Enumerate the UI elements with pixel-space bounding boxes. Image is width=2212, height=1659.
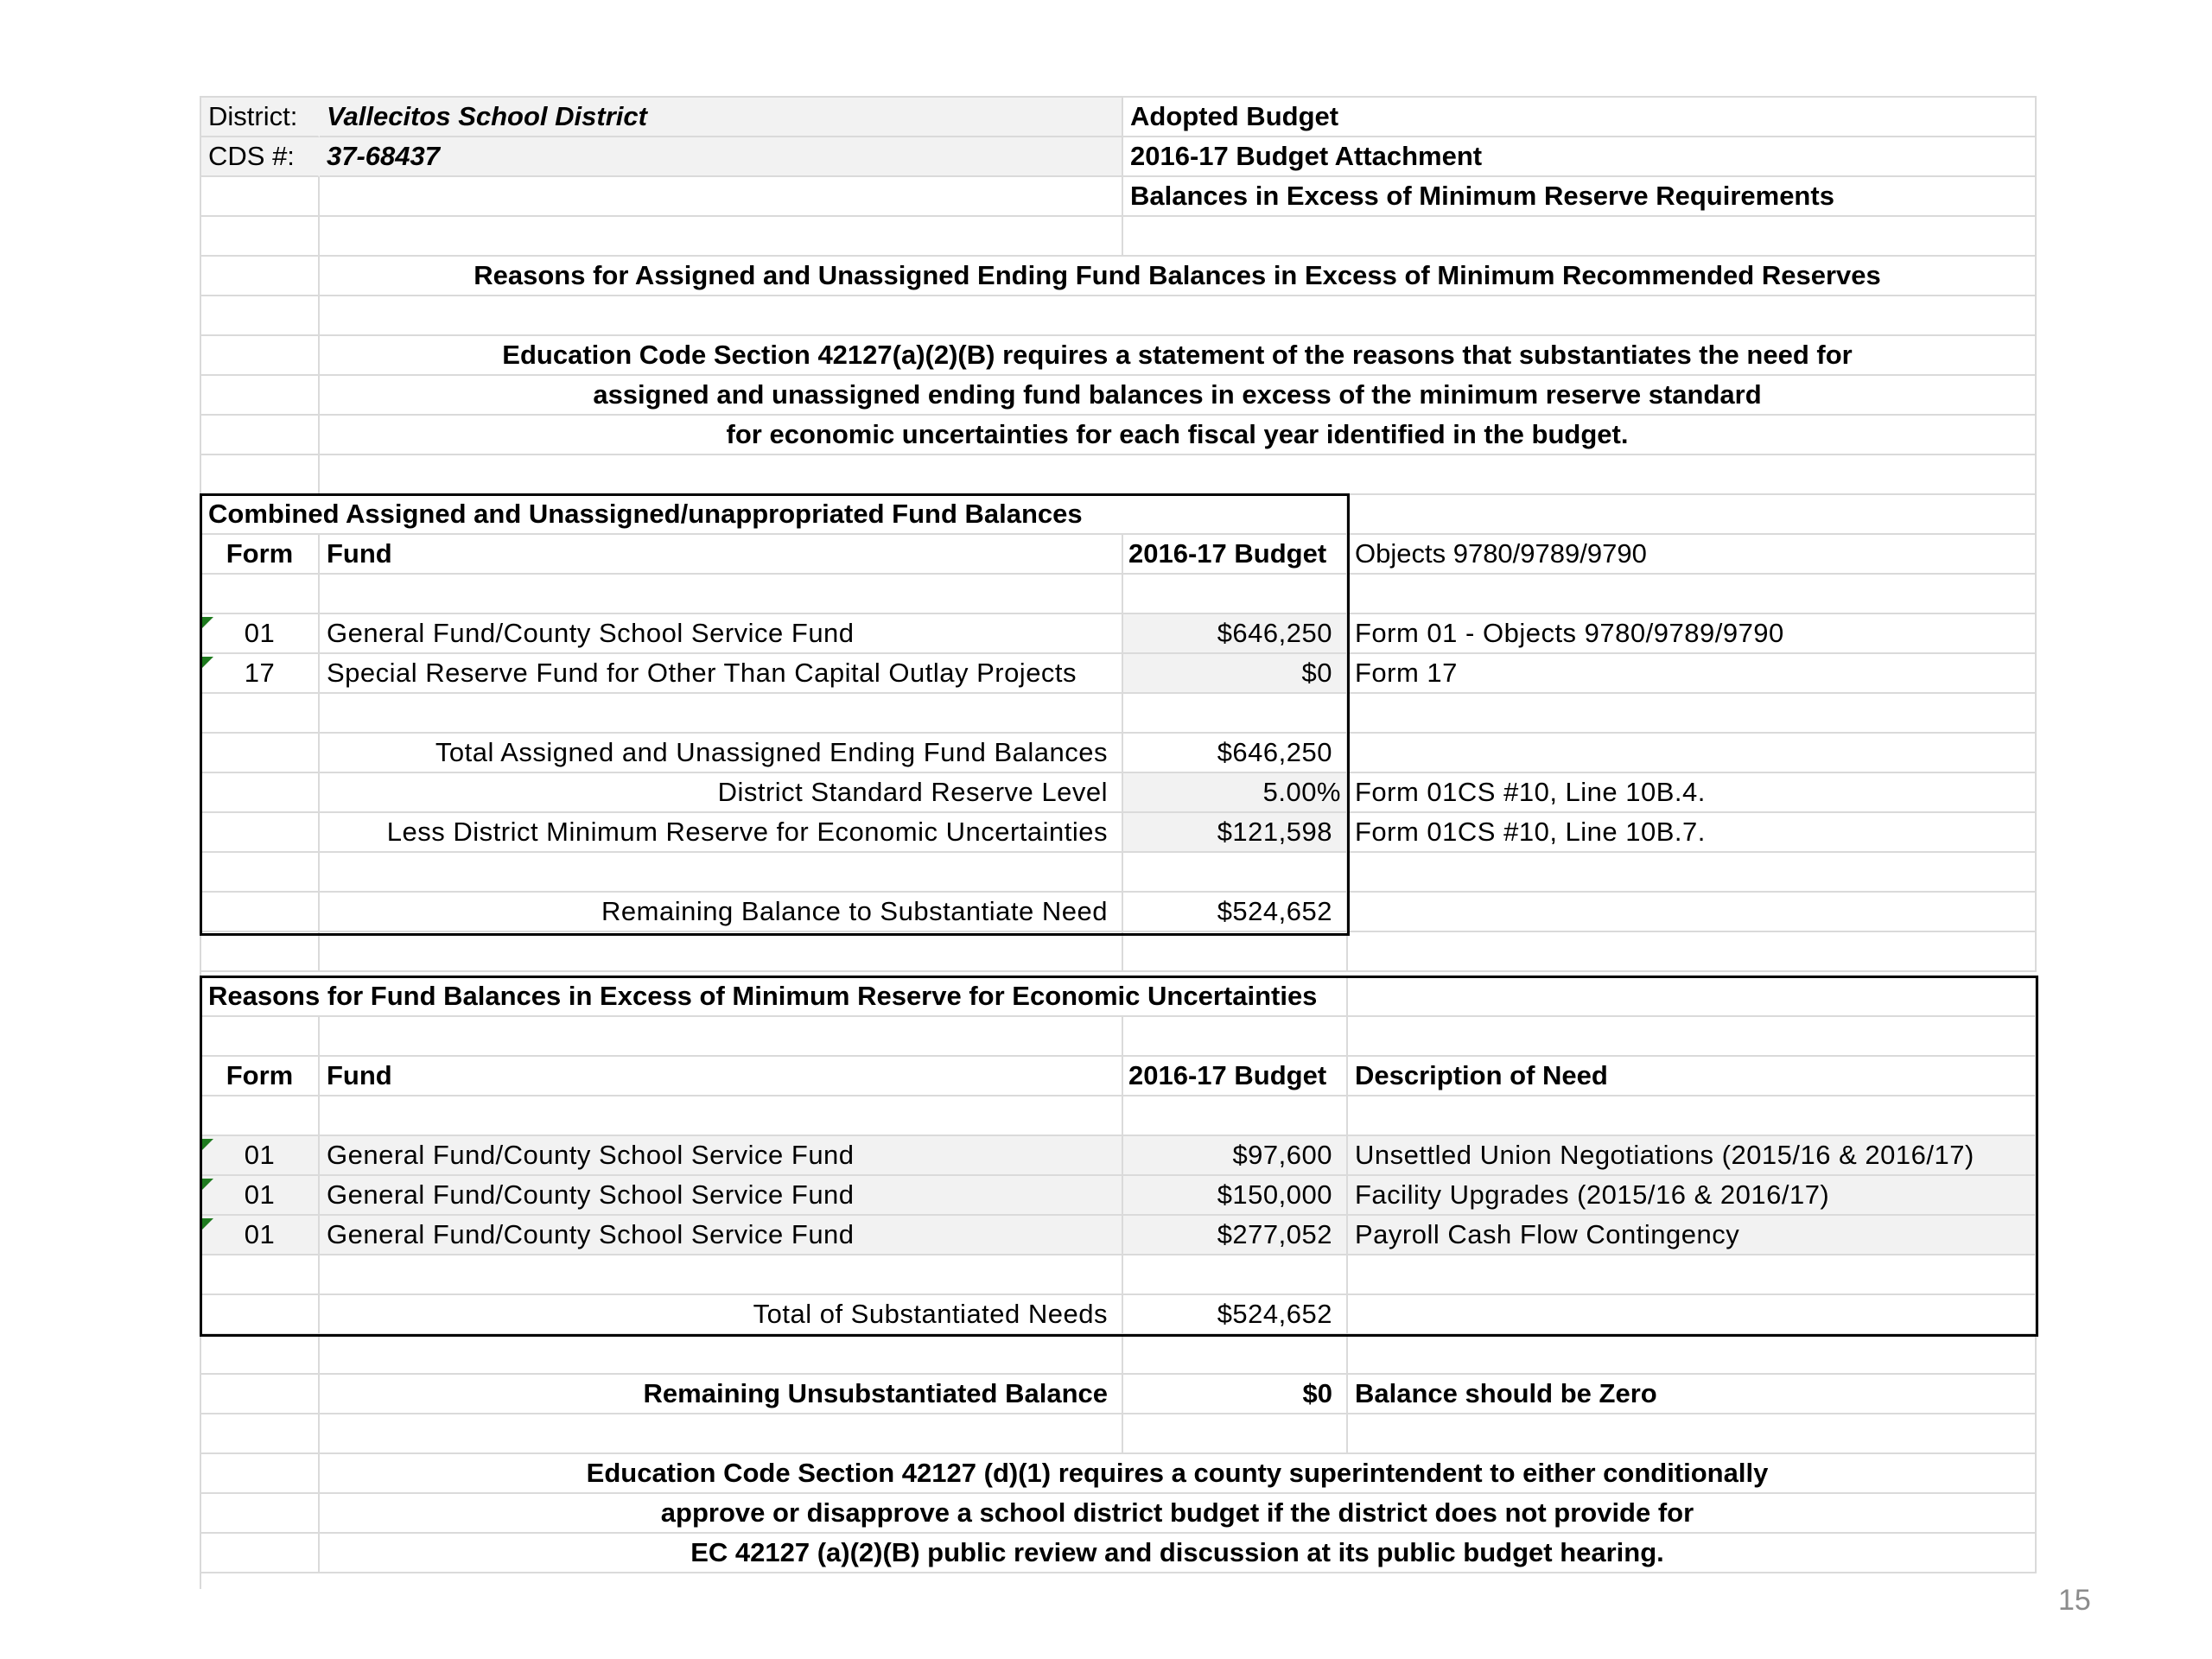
empty-cell (320, 1335, 1123, 1375)
empty-cell (1348, 734, 2037, 773)
district-name: Vallecitos School District (320, 98, 1123, 137)
unsubstantiated-label: Remaining Unsubstantiated Balance (320, 1375, 1123, 1414)
empty-cell (1123, 694, 1348, 734)
empty-cell (201, 1414, 320, 1454)
form-number: 01 (201, 1136, 320, 1176)
column-header-form: Form (201, 535, 320, 575)
footer-statement-line: Education Code Section 42127 (d)(1) requires a county superintendent to either conditionally (320, 1454, 2037, 1494)
spacer-row (201, 296, 2037, 336)
unsubstantiated-row (201, 1375, 2037, 1414)
spacer-row (201, 932, 2037, 972)
empty-cell (320, 455, 2037, 495)
empty-cell (201, 773, 320, 813)
form-number: 01 (201, 1176, 320, 1216)
empty-cell (320, 853, 1123, 893)
header-row-1 (201, 98, 2037, 137)
unsubstantiated-value: $0 (1123, 1375, 1348, 1414)
remaining-balance-row (201, 893, 2037, 932)
fund-name: General Fund/County School Service Fund (320, 1216, 1123, 1255)
empty-cell (320, 296, 2037, 336)
standard-reserve-label: District Standard Reserve Level (320, 773, 1123, 813)
empty-cell (201, 1375, 320, 1414)
district-label: District: (201, 98, 320, 137)
empty-cell (320, 1414, 1123, 1454)
statement-row (201, 376, 2037, 416)
empty-cell (1348, 932, 2037, 972)
empty-cell (201, 177, 320, 217)
empty-cell (1123, 1414, 1348, 1454)
substantiated-total-value: $524,652 (1123, 1295, 1348, 1335)
empty-cell (1348, 853, 2037, 893)
fund-name: General Fund/County School Service Fund (320, 614, 1123, 654)
footer-statement-row (201, 1494, 2037, 1534)
column-header-fund: Fund (320, 535, 1123, 575)
budget-attachment-label: 2016-17 Budget Attachment (1123, 137, 2037, 177)
empty-cell (1123, 1096, 1348, 1136)
minimum-reserve-row (201, 813, 2037, 853)
empty-cell (201, 1494, 320, 1534)
form-number: 17 (201, 654, 320, 694)
substantiated-total-row (201, 1295, 2037, 1335)
empty-cell (320, 575, 1123, 614)
empty-cell (1348, 977, 2037, 1017)
statement-line: assigned and unassigned ending fund balances in excess of the minimum reserve standard (320, 376, 2037, 416)
standard-reserve-value: 5.00% (1123, 773, 1348, 813)
statement-line: Education Code Section 42127(a)(2)(B) requires a statement of the reasons that substantiates the need for (320, 336, 2037, 376)
table-row (201, 1216, 2037, 1255)
empty-cell (201, 813, 320, 853)
empty-cell (1348, 1414, 2037, 1454)
empty-cell (320, 1017, 1123, 1057)
empty-cell (1123, 217, 2037, 257)
empty-cell (320, 217, 1123, 257)
empty-cell (201, 853, 320, 893)
minimum-reserve-value: $121,598 (1123, 813, 1348, 853)
empty-cell (201, 1096, 320, 1136)
remaining-balance-value: $524,652 (1123, 893, 1348, 932)
empty-cell (201, 296, 320, 336)
empty-cell (320, 932, 1123, 972)
empty-cell (1348, 575, 2037, 614)
column-header-budget: 2016-17 Budget (1123, 1057, 1348, 1096)
need-description: Unsettled Union Negotiations (2015/16 & 2016/17) (1348, 1136, 2037, 1176)
budget-value: $646,250 (1123, 614, 1348, 654)
column-header-objects: Objects 9780/9789/9790 (1348, 535, 2037, 575)
empty-cell (320, 1096, 1123, 1136)
footer-statement-row (201, 1454, 2037, 1494)
total-label: Total Assigned and Unassigned Ending Fund Balances (320, 734, 1123, 773)
spacer-row (201, 455, 2037, 495)
empty-cell (201, 734, 320, 773)
cell-indicator-icon (201, 657, 213, 669)
empty-cell (1123, 932, 1348, 972)
header-row-3 (201, 177, 2037, 217)
footer-statement-line: EC 42127 (a)(2)(B) public review and discussion at its public budget hearing. (320, 1534, 2037, 1573)
empty-cell (1348, 1017, 2037, 1057)
empty-cell (320, 1255, 1123, 1295)
fund-name: Special Reserve Fund for Other Than Capital Outlay Projects (320, 654, 1123, 694)
remaining-balance-label: Remaining Balance to Substantiate Need (320, 893, 1123, 932)
column-header-fund: Fund (320, 1057, 1123, 1096)
cell-indicator-icon (201, 1179, 213, 1191)
budget-value: $0 (1123, 654, 1348, 694)
empty-cell (1123, 853, 1348, 893)
empty-cell (201, 694, 320, 734)
cds-number: 37-68437 (320, 137, 1123, 177)
cell-indicator-icon (201, 1218, 213, 1230)
standard-reserve-note: Form 01CS #10, Line 10B.4. (1348, 773, 2037, 813)
substantiated-total-label: Total of Substantiated Needs (320, 1295, 1123, 1335)
balances-excess-label: Balances in Excess of Minimum Reserve Requirements (1123, 177, 2037, 217)
spacer-row (201, 1335, 2037, 1375)
form-number: 01 (201, 1216, 320, 1255)
combined-heading: Combined Assigned and Unassigned/unappropriated Fund Balances (201, 495, 1348, 535)
empty-cell (1348, 1255, 2037, 1295)
total-row (201, 734, 2037, 773)
minimum-reserve-label: Less District Minimum Reserve for Economic Uncertainties (320, 813, 1123, 853)
unsubstantiated-note: Balance should be Zero (1348, 1375, 2037, 1414)
empty-cell (1348, 694, 2037, 734)
empty-cell (201, 1017, 320, 1057)
need-description: Payroll Cash Flow Contingency (1348, 1216, 2037, 1255)
header-row-2 (201, 137, 2037, 177)
form-number: 01 (201, 614, 320, 654)
empty-cell (1123, 1255, 1348, 1295)
empty-cell (1123, 575, 1348, 614)
spacer-row (201, 217, 2037, 257)
table-row (201, 614, 2037, 654)
empty-cell (201, 1454, 320, 1494)
empty-cell (201, 455, 320, 495)
spacer-row (201, 1255, 2037, 1295)
reasons-heading-row (201, 977, 2037, 1017)
empty-cell (320, 177, 1123, 217)
footer-statement-line: approve or disapprove a school district budget if the district does not provide for (320, 1494, 2037, 1534)
fund-name: General Fund/County School Service Fund (320, 1136, 1123, 1176)
combined-heading-row (201, 495, 2037, 535)
table-row (201, 1136, 2037, 1176)
empty-cell (320, 694, 1123, 734)
empty-cell (1348, 495, 2037, 535)
statement-row (201, 336, 2037, 376)
empty-cell (201, 416, 320, 455)
empty-cell (1348, 1335, 2037, 1375)
empty-cell (1123, 1017, 1348, 1057)
empty-cell (201, 376, 320, 416)
source-note: Form 17 (1348, 654, 2037, 694)
fund-name: General Fund/County School Service Fund (320, 1176, 1123, 1216)
empty-cell (201, 1335, 320, 1375)
empty-cell (1123, 1335, 1348, 1375)
source-note: Form 01 - Objects 9780/9789/9790 (1348, 614, 2037, 654)
empty-cell (1348, 893, 2037, 932)
budget-attachment-sheet (200, 96, 2037, 1589)
page-number: 15 (2058, 1584, 2091, 1617)
page-title: Reasons for Assigned and Unassigned Ending Fund Balances in Excess of Minimum Recommended Reserves (320, 257, 2037, 296)
reasons-heading: Reasons for Fund Balances in Excess of Minimum Reserve for Economic Uncertainties (201, 977, 1348, 1017)
title-row (201, 257, 2037, 296)
empty-cell (201, 932, 320, 972)
budget-value: $97,600 (1123, 1136, 1348, 1176)
cds-label: CDS #: (201, 137, 320, 177)
cell-indicator-icon (201, 617, 213, 629)
spacer-row (201, 853, 2037, 893)
statement-line: for economic uncertainties for each fiscal year identified in the budget. (320, 416, 2037, 455)
empty-cell (201, 1534, 320, 1573)
empty-cell (201, 893, 320, 932)
empty-cell (201, 217, 320, 257)
standard-reserve-row (201, 773, 2037, 813)
adopted-budget-label: Adopted Budget (1123, 98, 2037, 137)
need-description: Facility Upgrades (2015/16 & 2016/17) (1348, 1176, 2037, 1216)
budget-value: $150,000 (1123, 1176, 1348, 1216)
reasons-column-headers (201, 1057, 2037, 1096)
column-header-description: Description of Need (1348, 1057, 2037, 1096)
spacer-row (201, 694, 2037, 734)
combined-column-headers (201, 535, 2037, 575)
spacer-row (201, 1017, 2037, 1057)
spacer-row (201, 1414, 2037, 1454)
spacer-row (201, 1096, 2037, 1136)
table-row (201, 1176, 2037, 1216)
minimum-reserve-note: Form 01CS #10, Line 10B.7. (1348, 813, 2037, 853)
budget-value: $277,052 (1123, 1216, 1348, 1255)
empty-cell (1348, 1096, 2037, 1136)
empty-cell (201, 1295, 320, 1335)
empty-cell (1348, 1295, 2037, 1335)
empty-cell (201, 575, 320, 614)
column-header-form: Form (201, 1057, 320, 1096)
table-row (201, 654, 2037, 694)
footer-statement-row (201, 1534, 2037, 1573)
empty-cell (201, 1255, 320, 1295)
empty-cell (201, 336, 320, 376)
cell-indicator-icon (201, 1139, 213, 1151)
spacer-row (201, 575, 2037, 614)
empty-cell (201, 257, 320, 296)
statement-row (201, 416, 2037, 455)
total-value: $646,250 (1123, 734, 1348, 773)
column-header-budget: 2016-17 Budget (1123, 535, 1348, 575)
